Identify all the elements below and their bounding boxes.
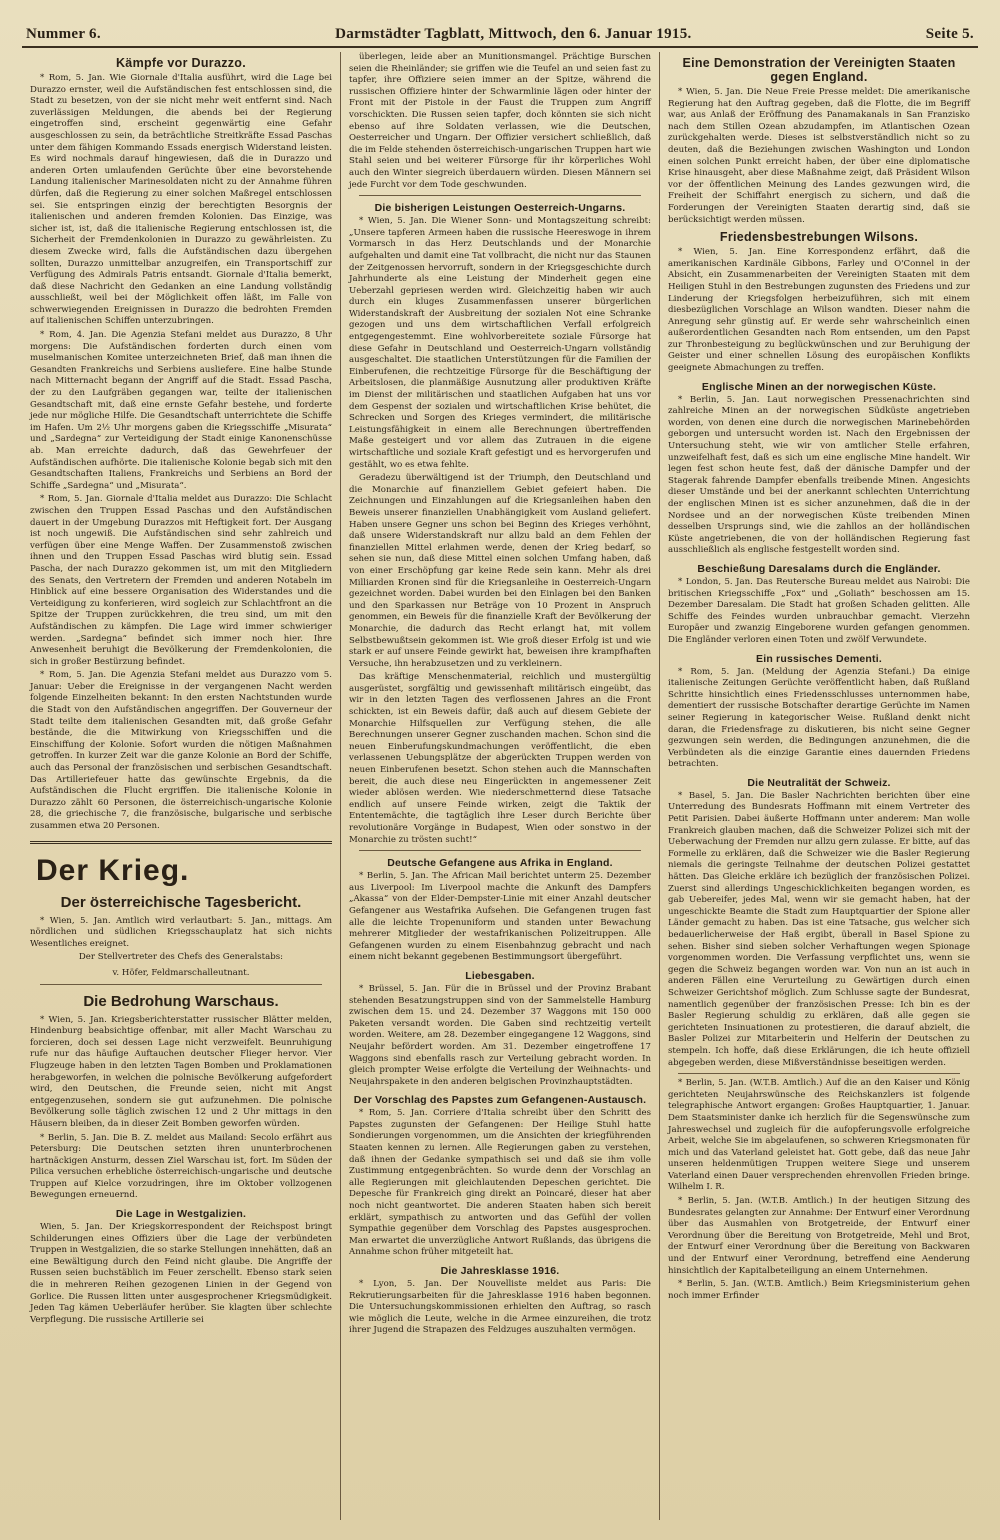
article-paragraph: Wien, 5. Jan. Der Kriegskorrespondent der Reichspost bringt Schilderungen eines Offiziers über die Lage der verbündeten Truppen in Westgalizien, die so starke Stellungen innehätten, daß an eine Bewältigung durch den Feind nicht glaube. Die Angriffe der Russen seien buchstäblich im Feuer zerschellt. Ebenso stark seien die in mehreren Reihen gezogenen Linien in der Gegend von Gorlice. Die Russen litten unter ausgesprochener Kriegsmüdigkeit. Jeden Tag kämen Ueberläufer herüber. Sie klagten über schlechte Verpflegung. Die russische Artillerie sei xyxy=(30,1222,332,1325)
article-paragraph: * Lyon, 5. Jan. Der Nouvelliste meldet aus Paris: Die Rekrutierungsarbeiten für die Jahresklasse 1916 haben begonnen. Die Untersuchungskommissionen erhielten den Auftrag, so rasch wie möglich die Leute, welche in die Armee einzureihen, die trotz ihrer Jugend die Strapazen des Feldzuges auszuhalten vermögen. xyxy=(349,1279,651,1336)
headline-friedensbestrebungen: Friedensbestrebungen Wilsons. xyxy=(719,230,919,245)
column-3 xyxy=(660,52,978,1520)
newspaper-title: Darmstädter Tagblatt, Mittwoch, den 6. Januar 1915. xyxy=(335,26,692,42)
article-paragraph: * Rom, 5. Jan. Wie Giornale d'Italia ausführt, wird die Lage bei Durazzo ernster, weil die Aufständischen fest entschlossen sind, die Stadt zu besetzen, von der sie nicht mehr weit entfernt sind. Nach zuverlässigen Meldungen, die abends bei der Regierung eingetroffen sind, erscheint gegenwärtig eine Gefahr ausgeschlossen zu sein, da beträchtliche Streitkräfte Essad Paschas unter dem fähigen Kommando Essads energisch Widerstand leisten. Es wird nochmals darauf hingewiesen, daß die in Durazzo und anderen Orten umlaufenden Gerüchte über eine bevorstehende Landung italienischer Marinesoldaten nicht zu der Annahme führen dürfen, daß die Regierung zu einer solchen Maßregel entschlossen sei. Sie entspringen einzig der berechtigten Besorgnis der italienischen und anderen fremden Kolonien. Das Einzige, was sicher ist, ist, daß die italienische Regierung entschlossen ist, die Sicherheit der Fremdenkolonien in Durazzo zu gewährleisten. Zu diesem Zwecke wird, falls die Aufständischen dazu übergehen sollten, Durazzo unmittelbar anzugreifen, ein Transportschiff zur Verfügung des Admirals Patris entsandt. Giornale d'Italia bemerkt, daß diese Nachricht den Gedanken an eine Landung vollständig ausschließt, weil bei der Möglichkeit offen läßt, im Falle von schwerwiegenden Ereignissen in Durazzo die bedrohten Fremden auf italienischen Schiffen unterzubringen. xyxy=(30,73,332,327)
article-paragraph: * Wien, 5. Jan. Eine Korrespondenz erfährt, daß die amerikanischen Kardinäle Gibbons, Farley und O'Connel in der Absicht, ein Zusammenarbeiten der Vereinigten Staaten mit dem Heiligen Stuhl in den Bestrebungen zugunsten des Friedens und zur Linderung der Kriegsfolgen herbeizuführen, sich mit einem diesbezüglichen Vorschlage an Wilson wandten. Dieser nahm die Anregung sehr günstig auf. Er werde sehr wahrscheinlich einen außerordentlichen Gesandten nach Rom entsenden, um den Papst zur Thronbesteigung zu beglückwünschen und zur Beruhigung der Geister und einer schnellen Lösung des europäischen Konflikts geeignete Abmachungen zu treffen. xyxy=(668,247,970,374)
headline-liebesgaben: Liebesgaben. xyxy=(465,969,535,982)
article-paragraph: * Rom, 5. Jan. Giornale d'Italia meldet aus Durazzo: Die Schlacht zwischen den Truppen Essad Paschas und den Aufständischen dauert in der Umgebung Durazzos mit Heftigkeit fort. Der Ausgang ist noch ungewiß. Die Aufständischen sind sehr zahlreich und verfügen über eine Menge Waffen. Der Zusammenstoß zwischen ihnen und den Truppen Essad Paschas wird blutig sein. Essad Pascha, der nach Durazzo gekommen ist, um mit den Mitgliedern des Senats, den Vertretern der Fremden und anderen Notabeln im Hinblick auf eine bessere Organisation des Widerstandes und die Verteidigung zu konferieren, wird sogleich zur Schlachtfront an die Spitze der Truppen zurückkehren, die treu sind, um mit den Aufständischen zu kämpfen. Die Lage wird immer schwieriger werden. „Sardegna“ befindet sich immer noch hier. Ihre Anwesenheit beruhigt die Bevölkerung der Fremdenkolonien, die sich in großer Bestürzung befindet. xyxy=(30,494,332,667)
headline-oesterreich-ungarn: Die bisherigen Leistungen Oesterreich-Ungarns. xyxy=(374,202,626,215)
article-paragraph: Das kräftige Menschenmaterial, reichlich und mustergültig ausgerüstet, sorgfältig und gewissenhaft militärisch eingeübt, das wir in den letzten Tagen des verflossenen Jahres an die Front schickten, ist ein Beweis dafür, daß auch auf diesem Gebiete der Monarchie Hilfsquellen zur Verfügung stehen, die alle Berechnungen unserer Gegner zuschanden machen. Schon sind die neuen Einberufungskundmachungen veröffentlicht, die eben verlassenen Uebungsplätze der abgerückten Truppen werden von neuen Einberufenen besetzt. Schon stehen auch die Mannschaften bereit, die auch diese neu Eingerückten in angemessener Zeit wieder ablösen werden. Wie niederschmetternd diese Tatsache endlich auf unsere Feinde wirken, zeigt die Taktik der Ententemächte, die tagtäglich ihre Leser durch Berichte über revolutionäre Vorgänge in Budapest, Wien oder sonstwo in der Monarchie zu trösten sucht!“ xyxy=(349,672,651,845)
headline-demonstration-usa: Eine Demonstration der Vereinigten Staaten gegen England. xyxy=(682,56,956,84)
signature-line: Der Stellvertreter des Chefs des Generalstabs: xyxy=(78,952,284,963)
article-paragraph: überlegen, leide aber an Munitionsmangel. Prächtige Burschen seien die Rheinländer; sie griffen wie die Teufel an und seien fast zu tapfer, ihre Offiziere seien immer an der Spitze, während die russischen Offiziere hinter der Schwarmlinie lägen oder hinter der Front mit der Pistole in der Faust die Truppen zum Angriff vorschickten. Die Russen seien tapfer, doch könnten sie sich nicht ebenso auf ihre Soldaten verlassen, wie die Deutschen, Oesterreicher und Ungarn. Der Offizier versichert schließlich, daß die im Felde stehenden österreichisch-ungarischen Truppen hart wie Stahl seien und bei weiterer Fürsorge für ihr körperliches Wohl auch den Winter siegreich überdauern würden. Diesen Männern sei jede Furcht vor dem Tode geschwunden. xyxy=(349,52,651,190)
headline-durazzo: Kämpfe vor Durazzo. xyxy=(115,56,247,70)
article-paragraph: * London, 5. Jan. Das Reutersche Bureau meldet aus Nairobi: Die britischen Kriegsschiffe „Fox“ und „Goliath“ beschossen am 15. Dezember Daresalam. Die Stadt hat großen Schaden gelitten. Alle Schiffe des Feindes wurden unbrauchbar gemacht. Vierzehn Europäer und zwanzig Eingeborene wurden gefangen genommen. Die Engländer verloren einen Toten und zwölf Verwundete. xyxy=(668,576,970,645)
article-paragraph: * Brüssel, 5. Jan. Für die in Brüssel und der Provinz Brabant stehenden Besatzungstruppen sind von der Sammelstelle Hamburg zwischen dem 15. und 24. Dezember 37 Waggons mit 150 000 Paketen versandt worden. Die Gaben sind rechtzeitig verteilt worden. Weitere, am 28. Dezember eingegangene 12 Waggons, sind Neujahr befördert worden. Am 31. Dezember eingetroffene 17 Waggons sind ebenfalls rasch zur Verteilung gebracht worden. In gleich prompter Weise erfolgte die Verteilung der Weihnachts- und Neujahrspakete in den anderen belgischen Provinzhauptstädten. xyxy=(349,983,651,1087)
article-paragraph: Geradezu überwältigend ist der Triumph, den Deutschland und die Monarchie auf finanziellem Gebiet gefeiert haben. Die Zeichnungen und Einzahlungen auf die Kriegsanleihen haben den Beweis unserer finanziellen Unabhängigkeit vom Ausland geliefert. Haben unsere Gegner uns schon bei Beginn des Krieges verhöhnt, daß unsere Widerstandskraft nur allzu bald an dem Fehlen der finanziellen Mittel erlahmen werde, denen der Krieg bedarf, so sehen sie nun, daß diese Mittel einen solchen Umfang haben, daß von einer Erschöpfung gar keine Rede sein kann. Mehr als drei Milliarden Kronen sind für die Kriegsanleihe in Oesterreich-Ungarn gezeichnet worden. Dabei wurden bei den Einlagen bei den Banken und den Sparkassen nur Beträge von 10 Prozent in Anspruch genommen, ein Beweis für die finanzielle Kraft der Bevölkerung der Monarchie, die dadurch das Recht erlangt hat, mit vollem Selbstbewußtsein gekommen ist. Wie groß dieser Erfolg ist und wie stark er auf unsere Feinde gewirkt hat, beweisen ihre krampfhaften Versuche, ihn herabzusetzen und zu verkleinern. xyxy=(349,473,651,669)
article-paragraph: * Wien, 5. Jan. Kriegsberichterstatter russischer Blätter melden, Hindenburg beabsichtige offenbar, mit aller Macht Warschau zu forcieren, doch sei dessen Lage nicht verzweifelt. Beunruhigung rufe nur das häufige Auftauchen deutscher Flieger hervor. Vier Flugzeuge haben in den letzten Tagen Bomben und Proklamationen herabgeworfen, in welchen die polnische Bevölkerung aufgefordert wird, den Deutschen, die Freunde seien, nicht mit Angst entgegenzusehen, sondern sie gut aufzunehmen. Die polnische Bevölkerung solle täglich zwischen 12 und 2 Uhr mittags in den Häusern bleiben, da in dieser Zeit Bomben geworfen würden. xyxy=(30,1014,332,1129)
article-paragraph: * Wien, 5. Jan. Die Neue Freie Presse meldet: Die amerikanische Regierung hat den Auftrag gegeben, daß die Flotte, die im Begriff war, aus Anlaß der Eröffnung des Panamakanals in San Franzisko nach dem Stillen Ozean abzudampfen, im Atlantischen Ozean zurückgehalten werde. Dieses ist selbstverständlich nicht so zu deuten, daß die Beziehungen zwischen Washington und London einen solchen Punkt erreicht haben, der über eine diplomatische Krise hinausgeht, aber diese Maßnahme zeigt, daß Präsident Wilson vor der öffentlichen Meinung des Landes gezwungen wird, die Freiheit der Schiffahrt energisch zu sichern, und daß die Forderungen der Vereinigten Staaten derartig sind, daß sie berücksichtigt werden müssen. xyxy=(668,87,970,225)
headline-daresalam: Beschießung Daresalams durch die Engländer. xyxy=(697,562,941,575)
signature-name: v. Höfer, Feldmarschalleutnant. xyxy=(112,967,250,978)
article-paragraph: * Rom, 5. Jan. Corriere d'Italia schreibt über den Schritt des Papstes zugunsten der Gefangenen: Der Heilige Stuhl hatte Sondierungen vorgenommen, um die Ansichten der kriegführenden Staaten kennen zu lernen. Alle Regierungen gaben zu verstehen, daß ihnen der Gedanke sympathisch sei und daß sie ihm volle Zustimmung entgegenbrächten. So wurde denn der Vorschlag an alle Regierungen mit gleichlautenden Depeschen gerichtet. Die Depesche für Frankreich ging direkt an Poincaré, dieser hat aber noch nicht geantwortet. Die anderen Staaten haben sich bereit erklärt, sympathisch zu antworten und das Gefühl der vollen Sympathie gegenüber dem Vorschlag des Papstes ausgesprochen. Man erwartet die unverzügliche Antwort Rußlands, das übrigens die Annahme schon früher mitgeteilt hat. xyxy=(349,1108,651,1258)
headline-westgalizien: Die Lage in Westgalizien. xyxy=(115,1208,247,1221)
issue-number: Nummer 6. xyxy=(26,26,101,42)
divider xyxy=(678,1073,960,1074)
article-paragraph: * Berlin, 5. Jan. Die B. Z. meldet aus Mailand: Secolo erfährt aus Petersburg: Die Deutschen setzten ihren ununterbrochenen hartnäckigen Ansturm, dessen Ziel Warschau ist, fort. Im Süden der Pilica versuchen erhebliche österreichisch-ungarische und deutsche Truppen auf Kielce vorzudringen, ihre im Oktober vollzogenen Bewegungen erneuernd. xyxy=(30,1132,332,1201)
headline-neutralitaet-schweiz: Die Neutralität der Schweiz. xyxy=(747,776,891,789)
article-paragraph: * Berlin, 5. Jan. Laut norwegischen Pressenachrichten sind zahlreiche Minen an der norwegischen Südküste angetrieben worden, von denen eine durch die norwegischen Marinebehörden geborgen und untersucht worden ist. Nach den Ergebnissen der Untersuchung steht, wie wir von amtlicher Stelle erfahren, unzweifelhaft fest, daß es sich um eine englische Mine handelt. Wir legen fest schon heute fest, daß der dänische Dampfer und der Stagerak fahrende Dampfer ebenfalls treibende Minen. Angesichts dieser Umstände und bei der anerkannt schlechten Unterrichtung der englischen Minen ist es sicher anzunehmen, daß die in der Nordsee und an der norwegischen Küste treibenden Minen desselben Ursprungs sind, wie die zahllos an der holländischen Küste angetriebenen, die von der holländischen Regierung fast ausschließlich als englische festgestellt worden sind. xyxy=(668,394,970,556)
column-2 xyxy=(341,52,660,1520)
article-paragraph: * Berlin, 5. Jan. (W.T.B. Amtlich.) Beim Kriegsministerium gehen noch immer Erfinder xyxy=(668,1279,970,1301)
columns xyxy=(22,52,978,1520)
headline-russisches-dementi: Ein russisches Dementi. xyxy=(756,652,882,665)
page-number: Seite 5. xyxy=(925,26,974,42)
headline-warschau: Die Bedrohung Warschaus. xyxy=(83,992,279,1010)
masthead xyxy=(22,26,978,48)
section-divider xyxy=(30,841,332,844)
article-paragraph: * Wien, 5. Jan. Amtlich wird verlautbart: 5. Jan., mittags. Am nördlichen und südlichen Kriegsschauplatz hat sich nichts Wesentliches ereignet. xyxy=(30,915,332,949)
article-paragraph: * Wien, 5. Jan. Die Wiener Sonn- und Montagszeitung schreibt: „Unsere tapferen Armeen haben die russische Heereswoge in ihrem Vormarsch in das Herz Deutschlands und der Monarchie aufgehalten und damit eine Tat vollbracht, die nicht nur das Staunen der Zeitgenossen hervorruft, sondern in der Kriegsgeschichte durch Jahrhunderte als eine Leistung der Minderheit gegen eine Ueberzahl gepriesen werden wird. Gleichzeitig haben wir auch durch ein kluges Zusammenfassen unserer bürgerlichen Widerstandskraft der Ausbreitung der sozialen Not eine Schranke gezogen und uns dem wirtschaftlichen Verfall erfolgreich entgegengestemmt. Eine wohlvorbereitete soziale Fürsorge hat diese Gefahr in Deutschland und Oesterreich-Ungarn vollständig ausgeschaltet. Die staatlichen Unterstützungen für die Familien der Einberufenen, die rechtzeitige Fürsorge für die Beschäftigung der Arbeitslosen, die planmäßige Ausnutzung aller produktiven Kräfte im Dienst der militärischen und staatlichen Aufgaben hat uns vor dem Gespenst der sozialen und wirtschaftlichen Krise behütet, die Schrecken und Sorgen des Krieges vermindert, die militärische Leistungsfähigkeit in einem alle Berechnungen übertreffenden Maße gesteigert und vor allem das Zutrauen in die eigene wirtschaftliche und soziale Kraft gefestigt und es hervorgerufen und gestählt, wo es etwa fehlte. xyxy=(349,216,651,470)
article-paragraph: * Berlin, 5. Jan. (W.T.B. Amtlich.) Auf die an den Kaiser und König gerichteten Neujahrswünsche des Reichskanzlers ist folgende telegraphische Antwort ergangen: Großes Hauptquartier, 1. Januar. Dem Staatsminister danke ich herzlich für die Segenswünsche zum Jahreswechsel und zugleich für die aufopferungsvolle erfolgreiche Arbeit, welche Sie im abgelaufenen, so schweren Kriegsmonaten für mich und das Vaterland geleistet hat. Gott gebe, daß das neue Jahr unseren heldenmütigen Truppen weitere Siege und unserem Vaterland einen Dauer versprechenden ehrenvollen Frieden bringe. Wilhelm I. R. xyxy=(668,1078,970,1193)
article-paragraph: * Berlin, 5. Jan. (W.T.B. Amtlich.) In der heutigen Sitzung des Bundesrates gelangten zur Annahme: Der Entwurf einer Verordnung über das Ausmahlen von Brotgetreide, der Entwurf einer Verordnung über die Bereitung von Brotgetreide, Mehl und Brot, der Entwurf einer Verordnung über die Bereitung von Backwaren und der Entwurf einer Verordnung, betreffend eine Aenderung hinsichtlich der Kapitalbeteiligung an einem Unternehmen. xyxy=(668,1196,970,1276)
headline-jahresklasse: Die Jahresklasse 1916. xyxy=(440,1265,560,1277)
article-paragraph: * Rom, 4. Jan. Die Agenzia Stefani meldet aus Durazzo, 8 Uhr morgens: Die Aufständischen forderten durch einen vom muselmanischen Komitee unterzeichneten Brief, daß man ihnen die Gesandten Frankreichs und Serbiens ausliefere. Eine halbe Stunde nach Mitternacht begann der Angriff auf die Stadt. Essad Pascha, der zu den Laufgräben gegangen war, teilte der italienischen Gesandtschaft mit, daß eine ernste Gefahr bestehe, und forderte jede nur mögliche Hilfe. Die Gesandtschaft unterrichtete die Schiffe im Hafen. Um 2½ Uhr morgens gaben die Kriegsschiffe „Misurata“ und „Sardegna“ zur Verteidigung der Stadt einige Kanonenschüsse ab. Man erreichte dadurch, daß das Gewehrfeuer der Aufständischen aufhörte. Die italienische Kolonie begab sich mit den Gesandtschaften Italiens, Frankreichs und Serbiens an Bord der Schiffe „Sardegna“ und „Misurata“. xyxy=(30,330,332,491)
divider xyxy=(359,850,641,851)
section-title-krieg: Der Krieg. xyxy=(36,853,190,887)
headline-tagesbericht: Der österreichische Tagesbericht. xyxy=(60,893,302,911)
headline-papst-vorschlag: Der Vorschlag des Papstes zum Gefangenen-Austausch. xyxy=(353,1094,647,1107)
divider xyxy=(40,984,322,985)
article-paragraph: * Berlin, 5. Jan. The African Mail berichtet unterm 25. Dezember aus Liverpool: Im Liverpool machte die Ankunft des Dampfers „Akassa“ von der Elder-Dempster-Linie mit einer Anzahl deutscher Gefangener aus Westafrika Aufsehen. Die Gefangenen trugen fast alle die leichte Tropenuniform und standen unter Bewachung mehrerer Mitglieder der westafrikanischen Polizeitruppen. Alle Gefangenen wurden zu einem Eisenbahnzug gebracht und nach einem nicht bekannt gegebenen Bestimmungsort übergeführt. xyxy=(349,871,651,963)
article-paragraph: * Basel, 5. Jan. Die Basler Nachrichten berichten über eine Unterredung des Bundesrats Hoffmann mit einem Vertreter des Petit Parisien. Dabei äußerte Hoffmann unter anderem: Man wolle Frankreich glauben machen, daß die Schweizer Polizei sich mit der Ueberwachung der Fremden nur allzu gern zulasse. Er bitte, auf das Formelle zu erklären, daß die Schweizer wie die Basler Regierung niemals die geringste Teilnahme der deutschen Polizei gestattet hätten. Das Gleiche erkläre ich bezüglich der französischen Polizei. Zuerst sind allerdings Ungeschicklichkeiten begangen worden, es gab Uebereifer, jedes Mal, wenn wir sie gemacht haben, hat der ungeschickte Beamte die Stadt zum Hauptquartier der Spione aller Länder gemacht zu haben. Das ist eine Tatsache, gus welcher sich bedauerlicherweise der Haß ergibt, überall in Basel Spione zu sehen. Bisher sind sieben solcher Verhaftungen wegen Spionage vorgenommen worden. Die Verfassung verpflichtet uns, wenn sie gegen die Schweiz begangen worden war. Von nun an ist auch in anderen Fällen eine Verurteilung zu Gewärtigen durch einen Schweizer Gerichtshof möglich. Zum Schlusse sagte der Bundesrat, namentlich gegenüber der französischen Presse: Ich bin es der Basler Regierung schuldig zu erklären, daß alle gegen sie gerichteten Insinuationen zu protestieren, die darauf abzielt, die Basler Polizei zur Mitarbeiterin und Helferin der Deutschen zu stempeln. Ich hoffe, daß diese Erklärungen, die ich heute offiziell abgegeben werden, diese Mißverständnisse beseitigen werden. xyxy=(668,790,970,1068)
headline-gefangene-afrika: Deutsche Gefangene aus Afrika in England. xyxy=(387,857,613,870)
column-1 xyxy=(22,52,341,1520)
article-paragraph: * Rom, 5. Jan. Die Agenzia Stefani meldet aus Durazzo vom 5. Januar: Ueber die Ereignisse in der vergangenen Nacht werden folgende Einzelheiten bekannt: In den ersten Nachtstunden wurde die Stadt von den Aufständischen angegriffen. Der Gouverneur der Stadt teilte dem italienischen Gesandten mit, daß große Gefahr bestände, die die Mitwirkung von Kriegsschiffen und die Einschiffung der Kolonie. Sofort wurden die nötigen Maßnahmen getroffen. In kurzer Zeit war die ganze Kolonie an Bord der Schiffe, auch das Personal der französischen und serbischen Gesandtschaft. Das Artilleriefeuer hatte das gewünschte Ergebnis, da die Aufständischen die Flucht ergriffen. Die italienische Kolonie in Durazzo zählt 60 Personen, die österreichisch-ungarische Kolonie 28, die griechische 7, die französische, bulgarische und serbische zusammen etwa 20 Personen. xyxy=(30,670,332,831)
article-paragraph: * Rom, 5. Jan. (Meldung der Agenzia Stefani.) Da einige italienische Zeitungen Gerüchte veröffentlicht haben, daß Rußland Schritte hinsichtlich eines Friedensschlusses unternommen habe, dementiert der russische Botschafter derartige Gerüchte im Namen seiner Regierung in kategorischer Weise. Rußland denkt nicht daran, die Friedensfrage zu diskutieren, bis nicht seine Gegner gezwungen sein werden, die Bedingungen anzunehmen, die die Verbündeten als die einzige Garantie eines dauernden Friedens betrachten. xyxy=(668,666,970,770)
headline-englische-minen: Englische Minen an der norwegischen Küste. xyxy=(701,380,937,393)
divider xyxy=(359,195,641,196)
